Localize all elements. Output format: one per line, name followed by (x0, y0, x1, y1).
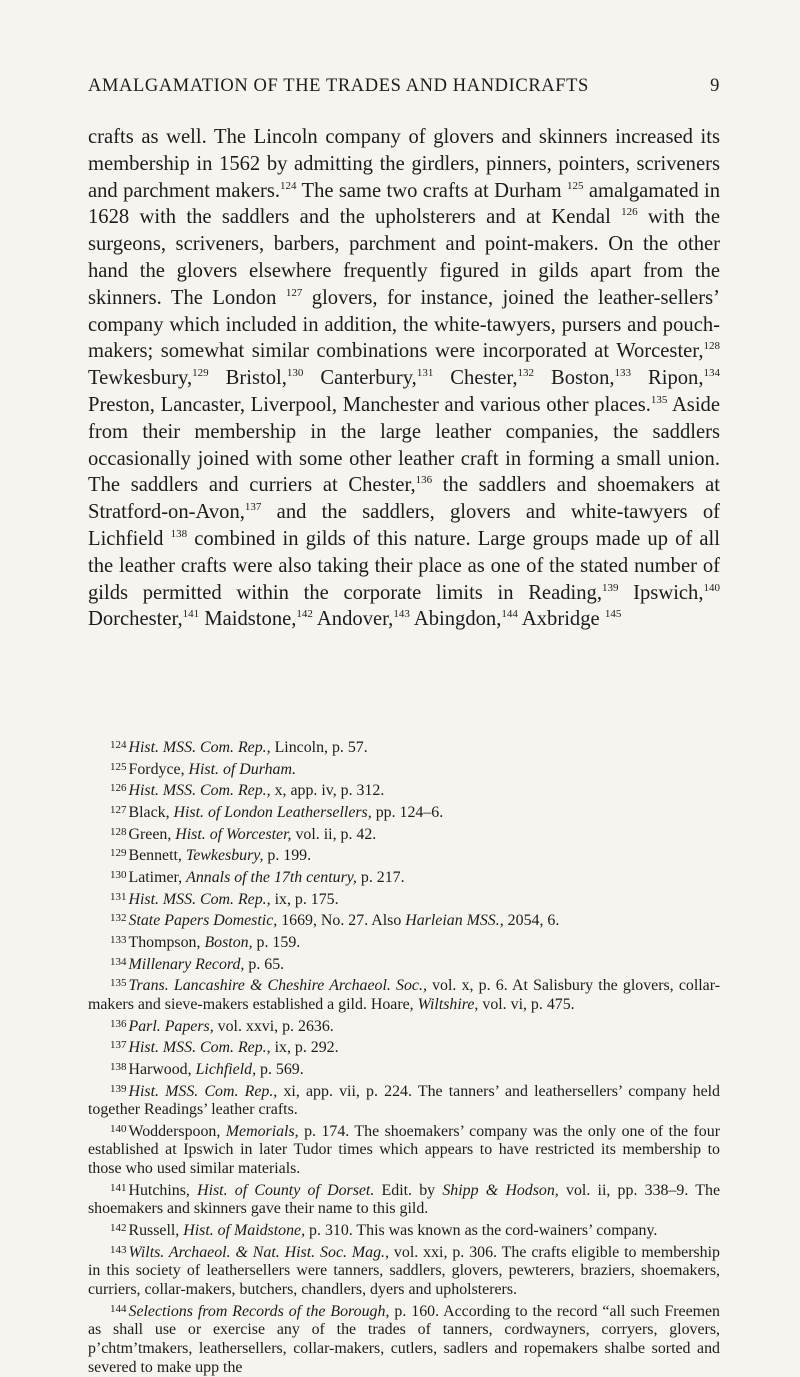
footnote-ref: 128 (703, 340, 720, 353)
body-text-run: Chester, (433, 367, 518, 390)
body-text-run: with the surgeons, scriveners, barbers, parchment and point-makers. On the other hand the glovers elsewhere frequently figured in gilds apart from the skinners. The London (88, 206, 720, 309)
footnote-text: Latimer, (128, 868, 187, 886)
footnote-number: 139 (110, 1082, 127, 1095)
footnote-ref: 136 (415, 474, 433, 487)
footnote-text: Wodderspoon, (128, 1122, 226, 1140)
footnote-text: Annals of the 17th century, (186, 868, 357, 886)
footnote-text: Hist. of County of Dorset. (197, 1181, 375, 1199)
body-text-run: The same two crafts at Durham (296, 179, 567, 202)
footnote-ref: 135 (650, 393, 668, 406)
footnote-text: Thompson, (128, 933, 205, 951)
body-text-run: Maidstone, (199, 608, 297, 631)
footnote (88, 974, 720, 1014)
body-text-run: Preston, Lancaster, Liverpool, Manchester and various other places. (88, 393, 651, 416)
footnote (88, 736, 720, 758)
body-text-run: Andover, (312, 608, 394, 631)
footnote-ref: 126 (621, 206, 638, 219)
body-paragraph (88, 124, 720, 633)
footnote-text: p. 160. According to the record “all such Freemen as shall use or exercise any of the trades of tanners, cordwayners, corryers, glovers, p’chtm’tmakers, leathersellers, collar-makers, cutlers, sadlers and ropemakers shalbe sorted and severed to make upp the (88, 1302, 720, 1376)
footnote-text: x, app. iv, p. 312. (270, 782, 385, 800)
footnote-ref: 131 (416, 367, 434, 380)
footnote-number: 133 (110, 933, 127, 946)
body-text-run: and the saddlers, glovers and white-tawyers of Lichfield (88, 501, 720, 550)
footnote-ref: 142 (296, 608, 313, 621)
footnote-number: 127 (110, 803, 127, 816)
running-header (88, 76, 720, 97)
footnote-text: Tewkesbury, (185, 847, 264, 865)
footnote (88, 844, 720, 866)
body-text-run: crafts as well. The Lincoln company of glovers and skinners increased its membership in 1562 by admitting the girdlers, pinners, pointers, scriveners and parchment makers. (88, 126, 720, 202)
footnote-text: Hist. MSS. Com. Rep., (128, 890, 271, 908)
page-number: 9 (710, 76, 720, 96)
footnote-number: 140 (110, 1122, 127, 1135)
running-title: AMALGAMATION OF THE TRADES AND HANDICRAFTS (88, 76, 589, 96)
footnote-ref: 124 (280, 179, 297, 192)
footnote-text: vol. x, p. 6. At Salisbury the glovers, collar-makers and sieve-makers established a gild. Hoare, (88, 977, 720, 1013)
body-text-run: Tewkesbury, (88, 367, 193, 390)
footnote-ref: 132 (517, 367, 535, 380)
footnote-ref: 138 (170, 527, 188, 540)
footnotes (88, 736, 720, 1377)
footnote-text: vol. ii, p. 42. (291, 825, 377, 843)
footnote-text: p. 159. (252, 933, 301, 951)
footnote-text: Trans. Lancashire & Cheshire Archaeol. Soc., (128, 977, 427, 995)
footnote-text: vol. xxi, p. 306. The crafts eligible to membership in this society of leathersellers were tanners, saddlers, glovers, pewterers, braziers, shoemakers, curriers, collar-makers, butchers, chandlers, dyers and upholsterers. (88, 1243, 720, 1299)
footnote-number: 138 (110, 1060, 127, 1073)
footnote-text: Green, (128, 825, 176, 843)
footnote-text: Black, (128, 803, 174, 821)
body-text-run: Aside from their membership in the large leather companies, the saddlers occasionally joined with some other leather craft in forming a small union. The saddlers and curriers at Chester, (88, 393, 720, 497)
footnote-text: ix, p. 175. (270, 890, 339, 908)
footnote-text: p. 199. (263, 847, 312, 865)
body-text-run: Boston, (534, 367, 615, 390)
footnote (88, 888, 720, 910)
footnote-number: 124 (110, 739, 127, 751)
footnote-number: 137 (110, 1039, 127, 1052)
footnote-ref: 133 (614, 367, 632, 380)
footnote-text: Hist. MSS. Com. Rep., (128, 782, 271, 800)
footnote-number: 141 (110, 1181, 127, 1194)
footnote-number: 143 (110, 1243, 127, 1256)
body-text-run: Dorchester, (88, 608, 183, 631)
footnote (88, 1015, 720, 1037)
footnote (88, 823, 720, 845)
footnote-text: Lincoln, p. 57. (270, 739, 368, 756)
footnote-number: 131 (110, 890, 127, 903)
footnote-text: vol. ii, pp. 338–9. The shoemakers and skinners gave their name to this gild. (88, 1181, 720, 1218)
footnote-text: Hist. of Worcester, (175, 825, 292, 843)
footnote-text: Memorials, (225, 1122, 299, 1140)
body-text-run: glovers, for instance, joined the leather-sellers’ company which included in addition, the white-tawyers, pursers and pouch-makers; somewhat similar combinations were incorporated at Worcester, (88, 286, 720, 363)
footnote-text: p. 217. (356, 868, 405, 886)
footnote-text: Fordyce, (128, 760, 189, 778)
footnote-text: p. 569. (256, 1060, 304, 1078)
body-text-run: Canterbury, (303, 367, 417, 390)
footnote-number: 136 (110, 1017, 127, 1030)
footnote-ref: 145 (604, 608, 622, 621)
footnote-text: Parl. Papers, (128, 1017, 214, 1035)
footnote-text: Lichfield, (195, 1060, 257, 1078)
footnote (88, 1036, 720, 1058)
footnote (88, 1179, 720, 1219)
footnote-ref: 143 (393, 608, 410, 621)
footnote-ref: 137 (244, 501, 262, 514)
footnote (88, 866, 720, 888)
footnote (88, 953, 720, 975)
footnote-text: State Papers Domestic, (128, 912, 278, 930)
footnote (88, 758, 720, 780)
footnote-text: Harwood, (128, 1060, 196, 1078)
body-text-run: Ipswich, (618, 581, 704, 604)
footnote-text: Harleian MSS., (405, 912, 504, 930)
footnote-text: vol. vi, p. 475. (478, 995, 575, 1013)
footnote-number: 125 (110, 760, 127, 773)
footnote-ref: 140 (703, 581, 720, 594)
footnote-text: ix, p. 292. (270, 1039, 339, 1057)
footnote (88, 931, 720, 953)
footnote-number: 129 (110, 847, 127, 860)
footnote-number: 130 (110, 868, 127, 881)
footnote-text: vol. xxvi, p. 2636. (213, 1017, 334, 1035)
body-text-run: Bristol, (208, 367, 287, 390)
body-text (88, 124, 720, 633)
footnote-text: Selections from Records of the Borough, (128, 1302, 390, 1320)
footnote (88, 779, 720, 801)
footnote-text: Hist. MSS. Com. Rep., (128, 1039, 271, 1057)
footnote-number: 134 (110, 955, 127, 968)
body-text-run: Abingdon, (409, 608, 502, 631)
footnote-ref: 144 (501, 608, 518, 621)
footnote-text: pp. 124–6. (371, 803, 444, 821)
footnote-text: Hist. of Durham. (188, 760, 296, 778)
footnote-text: p. 174. The shoemakers’ company was the only one of the four established at Ipswich in later Tudor times which appears to have restricted its membership to those who used similar materials. (88, 1122, 720, 1178)
footnote (88, 1080, 720, 1120)
footnote-number: 142 (110, 1222, 127, 1235)
footnote-text: Wiltshire, (417, 995, 479, 1013)
footnote-text: Hist. MSS. Com. Rep., (128, 1082, 278, 1100)
body-text-run: combined in gilds of this nature. Large groups made up of all the leather crafts were also taking their place as one of the stated number of gilds permitted within the corporate limits in Reading, (88, 527, 720, 604)
footnote (88, 909, 720, 931)
footnote (88, 801, 720, 823)
footnote-text: Edit. by (374, 1181, 443, 1199)
footnote-text: 1669, No. 27. Also (277, 912, 406, 930)
footnote-text: p. 65. (244, 955, 285, 973)
footnote (88, 1300, 720, 1377)
footnote (88, 1120, 720, 1179)
footnote-text: Russell, (128, 1222, 184, 1240)
footnote-number: 126 (110, 782, 127, 795)
footnote (88, 1219, 720, 1241)
footnote-number: 132 (110, 912, 127, 925)
footnote-text: Boston, (204, 933, 253, 951)
footnote-ref: 134 (703, 367, 720, 380)
footnote (88, 1058, 720, 1080)
footnote-ref: 125 (566, 179, 584, 192)
body-text-run: the saddlers and shoemakers at Stratford-on-Avon, (88, 474, 720, 524)
footnote-text: Millenary Record, (128, 955, 245, 973)
footnote-text: Hist. of London Leathersellers, (173, 803, 372, 821)
footnote (88, 1241, 720, 1300)
footnote-ref: 139 (601, 581, 619, 594)
footnote-number: 135 (110, 977, 127, 990)
footnote-ref: 141 (182, 608, 200, 621)
footnote-ref: 127 (285, 286, 303, 299)
body-text-run: Ripon, (631, 367, 704, 390)
body-text-run: amalgamated in 1628 with the saddlers and the upholsterers and at Kendal (88, 179, 721, 229)
body-text-run: Axbridge (517, 608, 605, 631)
footnote-text: xi, app. vii, p. 224. The tanners’ and leathersellers’ company held together Readings’ leather crafts. (88, 1082, 720, 1119)
footnote-text: p. 310. This was known as the cord-wainers’ company. (305, 1222, 658, 1240)
footnote-text: Wilts. Archaeol. & Nat. Hist. Soc. Mag., (128, 1243, 389, 1261)
footnote-text: Hist. of Maidstone, (183, 1222, 306, 1240)
footnote-number: 144 (110, 1302, 127, 1315)
footnote-text: 2054, 6. (503, 912, 560, 930)
footnote-number: 128 (110, 825, 127, 838)
footnote-text: Bennett, (128, 847, 186, 865)
footnote-text: Hutchins, (128, 1181, 198, 1199)
footnote-ref: 129 (192, 367, 209, 380)
footnote-text: Hist. MSS. Com. Rep., (128, 739, 271, 756)
footnote-ref: 130 (286, 367, 304, 380)
footnote-text: Shipp & Hodson, (442, 1181, 559, 1199)
